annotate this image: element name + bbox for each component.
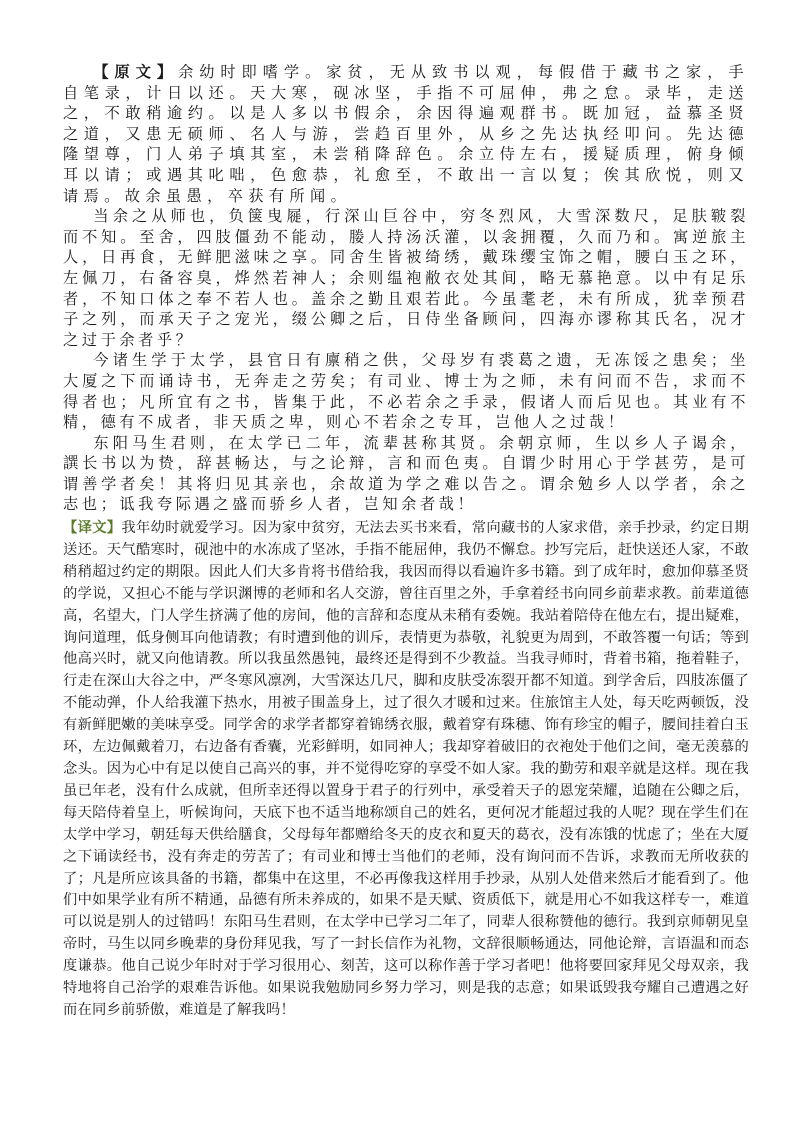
original-paragraph-1 — [63, 62, 749, 206]
translation-paragraph — [63, 518, 749, 1022]
translation-text: 我年幼时就爱学习。因为家中贫穷，无法去买书来看，常向藏书的人家求借，亲手抄录，约定日期送还。天气酷寒时，砚池中的水冻成了坚冰，手指不能屈伸，我仍不懈怠。抄写完后，赶快送还人家，不敢稍稍超过约定的期限。因此人们大多肯将书借给我，我因而得以看遍许多书籍。到了成年时，愈加仰慕圣贤的学说，又担心不能与学识渊博的老师和名人交游，曾往百里之外，手拿着经书向同乡前辈求教。前辈道德高，名望大，门人学生挤满了他的房间，他的言辞和态度从未稍有委婉。我站着陪侍在他左右，提出疑难，询问道理，低身侧耳向他请教；有时遭到他的训斥，表情更为恭敬，礼貌更为周到，不敢答覆一句话；等到他高兴时，就又向他请教。所以我虽然愚钝，最终还是得到不少教益。当我寻师时，背着书箱，拖着鞋子，行走在深山大谷之中，严冬寒风凛冽，大雪深达几尺，脚和皮肤受冻裂开都不知道。到学舍后，四肢冻僵了不能动弹，仆人给我灌下热水，用被子围盖身上，过了很久才暖和过来。住旅馆主人处，每天吃两顿饭，没有新鲜肥嫩的美味享受。同学舍的求学者都穿着锦绣衣服，戴着穿有珠穗、饰有珍宝的帽子，腰间挂着白玉环，左边佩戴着刀，右边备有香囊，光彩鲜明，如同神人；我却穿着破旧的衣袍处于他们之间，毫无羡慕的念头。因为心中有足以使自己高兴的事，并不觉得吃穿的享受不如人家。我的勤劳和艰辛就是这样。现在我虽已年老，没有什么成就，但所幸还得以置身于君子的行列中，承受着天子的恩宠荣耀，追随在公卿之后，每天陪侍着皇上，听候询问，天底下也不适当地称颂自己的姓名，更何况才能超过我的人呢？现在学生们在太学中学习，朝廷每天供给膳食，父母每年都赠给冬天的皮衣和夏天的葛衣，没有冻饿的忧虑了；坐在大厦之下诵读经书，没有奔走的劳苦了；有司业和博士当他们的老师，没有询问而不告诉，求教而无所收获的了；凡是所应该具备的书籍，都集中在这里，不必再像我这样用手抄录，从别人处借来然后才能看到了。他们中如果学业有所不精通，品德有所未养成的，如果不是天赋、资质低下，就是用心不如我这样专一，难道可以说是别人的过错吗！东阳马生君则，在太学中已学习二年了，同辈人很称赞他的德行。我到京师朝见皇帝时，马生以同乡晚辈的身份拜见我，写了一封长信作为礼物，文辞很顺畅通达，同他论辩，言语温和而态度谦恭。他自己说少年时对于学习很用心、刻苦，这可以称作善于学习者吧！他将要回家拜见父母双亲，我特地将自己治学的艰难告诉他。如果说我勉励同乡努力学习，则是我的志意；如果诋毁我夸耀自己遭遇之好而在同乡前骄傲，难道是了解我吗！ — [63, 520, 749, 1018]
original-text-section — [63, 62, 749, 515]
translation-section — [63, 518, 749, 1022]
original-paragraph-4: 东阳马生君则，在太学已二年，流辈甚称其贤。余朝京师，生以乡人子谒余，譔长书以为贽，辞甚畅达，与之论辩，言和而色夷。自谓少时用心于学甚劳，是可谓善学者矣！其将归见其亲也，余故道为学之难以告之。谓余勉乡人以学者，余之志也；诋我夸际遇之盛而骄乡人者，岂知余者哉！ — [63, 433, 749, 514]
original-label: 【原文】 — [93, 63, 179, 81]
original-paragraph-3: 今诸生学于太学，县官日有廪稍之供，父母岁有裘葛之遗，无冻馁之患矣；坐大厦之下而诵诗书，无奔走之劳矣；有司业、博士为之师，未有问而不告，求而不得者也；凡所宜有之书，皆集于此，不必若余之手录，假诸人而后见也。其业有不精，德有不成者，非天质之卑，则心不若余之专耳，岂他人之过哉！ — [63, 351, 749, 432]
original-paragraph-2: 当余之从师也，负箧曳屣，行深山巨谷中，穷冬烈风，大雪深数尺，足肤皲裂而不知。至舍，四肢僵劲不能动，媵人持汤沃灌，以衾拥覆，久而乃和。寓逆旅主人，日再食，无鲜肥滋味之享。同舍生皆被绮绣，戴珠缨宝饰之帽，腰白玉之环，左佩刀，右备容臭，烨然若神人；余则缊袍敝衣处其间，略无慕艳意。以中有足乐者，不知口体之奉不若人也。盖余之勤且艰若此。今虽耄老，未有所成，犹幸预君子之列，而承天子之宠光，缀公卿之后，日侍坐备顾问，四海亦谬称其氏名，况才之过于余者乎？ — [63, 207, 749, 349]
translation-label: 【译文】 — [63, 520, 122, 536]
original-paragraph-1-text: 余幼时即嗜学。家贫，无从致书以观，每假借于藏书之家，手自笔录，计日以还。天大寒，砚冰坚，手指不可屈伸，弗之怠。录毕，走送之，不敢稍逾约。以是人多以书假余，余因得遍观群书。既加冠，益慕圣贤之道，又患无硕师、名人与游，尝趋百里外，从乡之先达执经叩问。先达德隆望尊，门人弟子填其室，未尝稍降辞色。余立侍左右，援疑质理，俯身倾耳以请；或遇其叱咄，色愈恭，礼愈至，不敢出一言以复；俟其欣悦，则又请焉。故余虽愚，卒获有所闻。 — [63, 63, 749, 205]
